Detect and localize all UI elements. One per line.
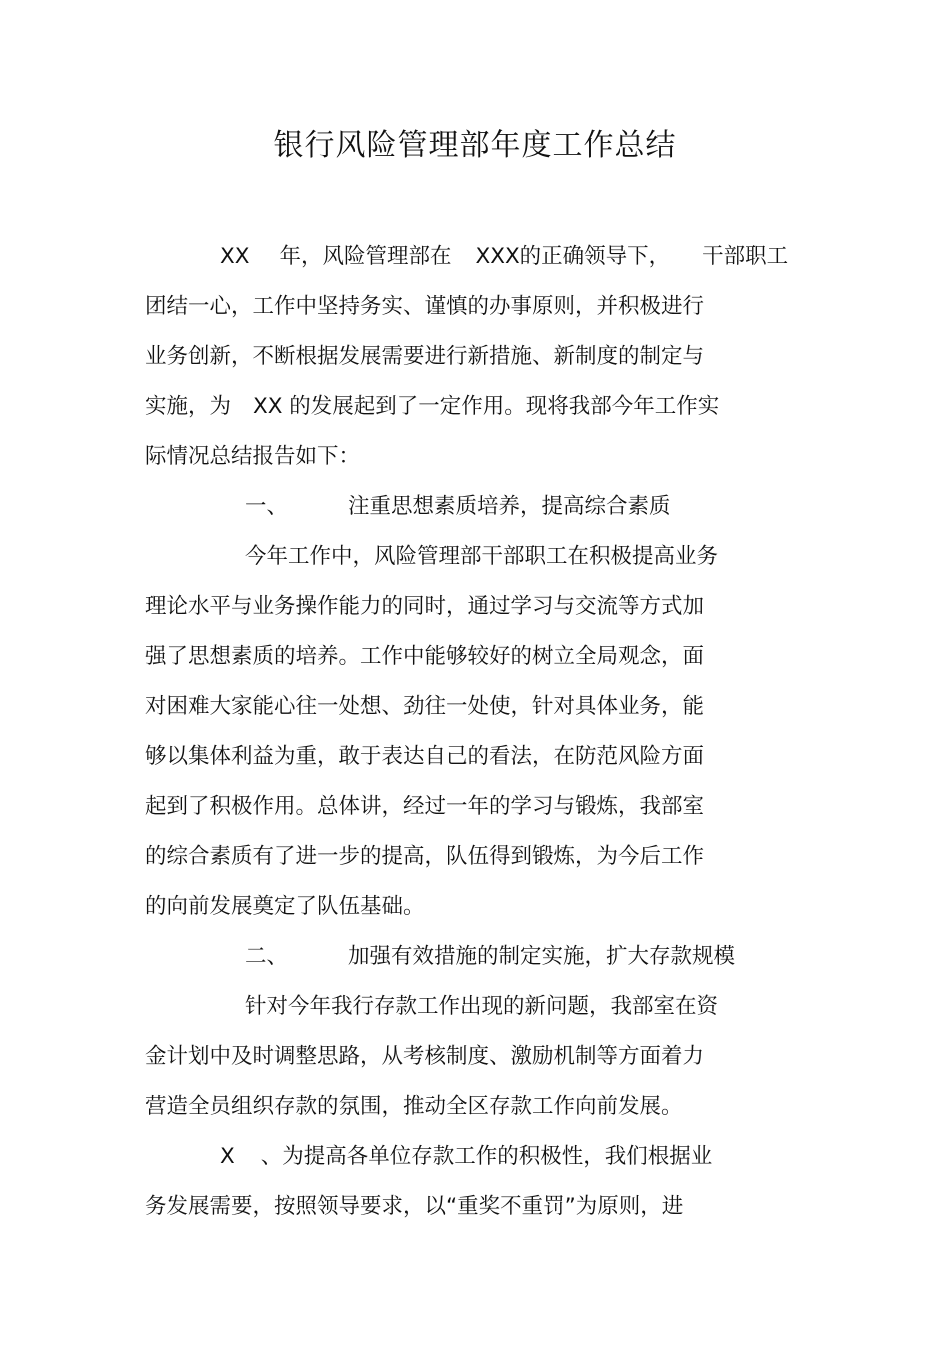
section-1-line: 对困难大家能心往一处想、劲往一处使，针对具体业务，能 (145, 694, 705, 719)
section-1-line: 够以集体利益为重，敢于表达自己的看法，在防范风险方面 (145, 744, 705, 769)
section-number: 二、 (245, 944, 289, 969)
section-1-line: 的向前发展奠定了队伍基础。 (145, 894, 425, 919)
intro-text: 年，风险管理部在 (279, 244, 452, 269)
intro-line-1 (220, 242, 788, 272)
section-2-line: 金计划中及时调整思路，从考核制度、激励机制等方面着力 (145, 1044, 705, 1069)
intro-line-2: 团结一心，工作中坚持务实、谨慎的办事原则，并积极进行 (145, 294, 705, 319)
item-marker: X (220, 1144, 235, 1169)
intro-line-5: 际情况总结报告如下： (145, 444, 361, 469)
document-title: 银行风险管理部年度工作总结 (273, 128, 677, 163)
section-2-line: 针对今年我行存款工作出现的新问题，我部室在资 (245, 994, 719, 1019)
intro-line-4 (145, 392, 719, 422)
section-title: 注重思想素质培养，提高综合素质 (348, 494, 671, 519)
section-title: 加强有效措施的制定实施，扩大存款规模 (348, 944, 736, 969)
intro-year: XX (220, 244, 250, 269)
section-number: 一、 (245, 494, 289, 519)
section-1-line: 理论水平与业务操作能力的同时，通过学习与交流等方式加 (145, 594, 705, 619)
section-1-line: 的综合素质有了进一步的提高，队伍得到锻炼，为今后工作 (145, 844, 705, 869)
section-1-heading (245, 492, 671, 522)
intro-text: 干部职工 (702, 244, 789, 269)
item-text: 、为提高各单位存款工作的积极性，我们根据业 (260, 1144, 713, 1169)
intro-line-3: 业务创新，不断根据发展需要进行新措施、新制度的制定与 (145, 344, 705, 369)
section-2-line: 营造全员组织存款的氛围，推动全区存款工作向前发展。 (145, 1094, 683, 1119)
item-x-line-1 (220, 1142, 712, 1172)
intro-text: XX 的发展起到了一定作用。现将我部今年工作实 (253, 394, 720, 419)
section-1-line: 今年工作中，风险管理部干部职工在积极提高业务 (245, 544, 719, 569)
intro-text: 实施，为 (145, 394, 232, 419)
item-x-line-2: 务发展需要，按照领导要求，以“重奖不重罚”为原则，进 (145, 1194, 684, 1219)
section-1-line: 强了思想素质的培养。工作中能够较好的树立全局观念，面 (145, 644, 705, 669)
section-1-line: 起到了积极作用。总体讲，经过一年的学习与锻炼，我部室 (145, 794, 705, 819)
intro-text: XXX的正确领导下， (475, 244, 671, 269)
section-2-heading (245, 942, 735, 972)
